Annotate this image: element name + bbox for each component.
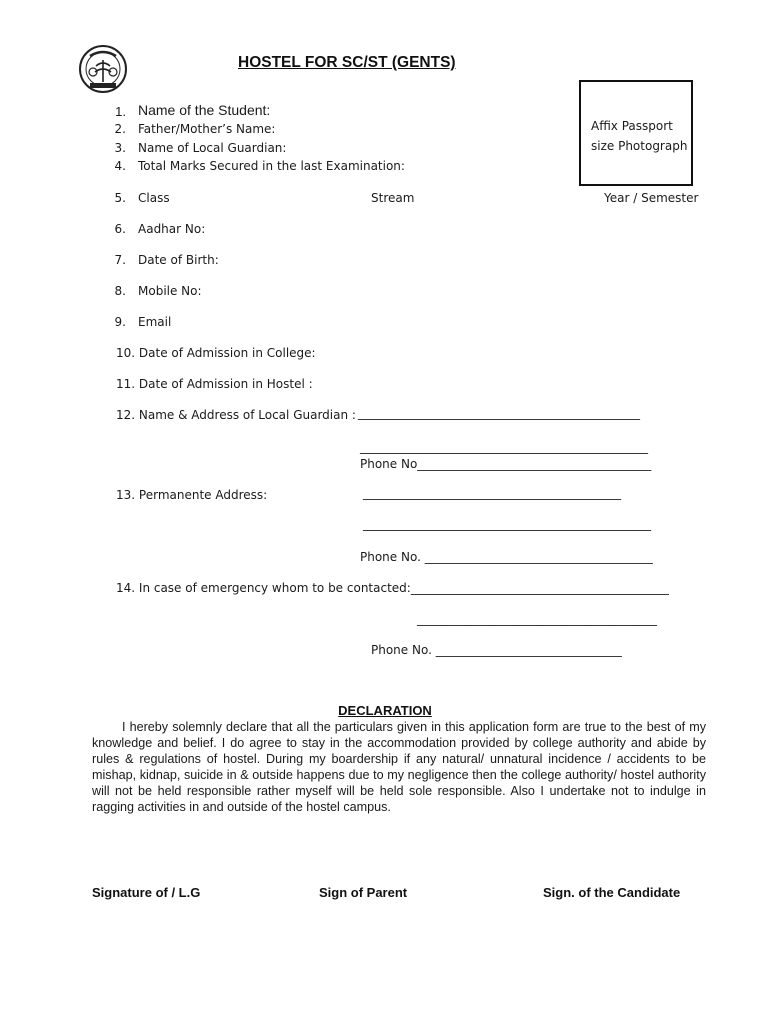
photo-label-line2: size Photograph: [591, 139, 688, 153]
photo-label-line1: Affix Passport: [591, 119, 673, 133]
guardian-address-line-1: _______________________________________________: [358, 406, 640, 420]
field-number: 1.: [115, 104, 126, 119]
field-label-stream: Stream: [371, 191, 415, 205]
field-number: 8.: [114, 284, 126, 298]
college-seal-logo: [78, 44, 128, 94]
emergency-contact-line-2: ________________________________________: [417, 612, 657, 626]
field-label-permanent-address: 13. Permanente Address:: [116, 488, 268, 502]
permanent-address-line-1: ___________________________________________: [363, 486, 621, 500]
signature-candidate: Sign. of the Candidate: [543, 885, 681, 900]
field-number: 2.: [114, 122, 126, 136]
field-label-emergency-contact: 14. In case of emergency whom to be contacted:___________________________________________: [116, 581, 669, 595]
field-number: 7.: [114, 253, 126, 267]
field-number: 9.: [114, 315, 126, 329]
declaration-title: DECLARATION: [338, 703, 432, 718]
declaration-body: I hereby solemnly declare that all the particulars given in this application form are true to the best of my knowledge and belief. I do agree to stay in the accommodation provided by college authority and abide by rules & regulations of hostel. During my boardership if any natural/ unnatural incidence / accidents to be mishap, kidnap, suicide in & outside happens due to my negligence then the college authority/ hostel authority will not be held responsible rather myself will be held sole responsible. Also I undertake not to indulge in ragging activities in and outside of the hostel campus.: [92, 720, 706, 815]
field-number: 4.: [114, 159, 126, 173]
field-label-parent-name: Father/Mother’s Name:: [138, 122, 276, 136]
field-label-local-guardian: Name of Local Guardian:: [138, 141, 287, 155]
field-label-total-marks: Total Marks Secured in the last Examination:: [138, 159, 405, 173]
passport-photo-box: [579, 80, 693, 186]
emergency-phone: Phone No. _______________________________: [371, 643, 622, 657]
field-label-class: Class: [138, 191, 170, 205]
field-label-year-semester: Year / Semester: [604, 191, 699, 205]
field-number: 5.: [114, 191, 126, 205]
field-label-dob: Date of Birth:: [138, 253, 219, 267]
permanent-phone: Phone No. ______________________________________: [360, 550, 653, 564]
signature-local-guardian: Signature of / L.G: [92, 885, 201, 900]
field-label-student-name: Name of the Student:: [138, 102, 271, 118]
field-label-aadhar: Aadhar No:: [138, 222, 206, 236]
field-number: 6.: [114, 222, 126, 236]
form-title: HOSTEL FOR SC/ST (GENTS): [238, 54, 456, 71]
field-label-admission-hostel: 11. Date of Admission in Hostel :: [116, 377, 313, 391]
field-number: 3.: [114, 141, 126, 155]
guardian-address-line-2: ________________________________________________: [360, 440, 648, 454]
permanent-address-line-2: ________________________________________________: [363, 517, 651, 531]
guardian-phone: Phone No_______________________________________: [360, 457, 652, 471]
signature-parent: Sign of Parent: [319, 885, 408, 900]
field-label-admission-college: 10. Date of Admission in College:: [116, 346, 316, 360]
field-label-mobile: Mobile No:: [138, 284, 202, 298]
field-label-email: Email: [138, 315, 172, 329]
field-label-guardian-address: 12. Name & Address of Local Guardian :: [116, 408, 356, 422]
